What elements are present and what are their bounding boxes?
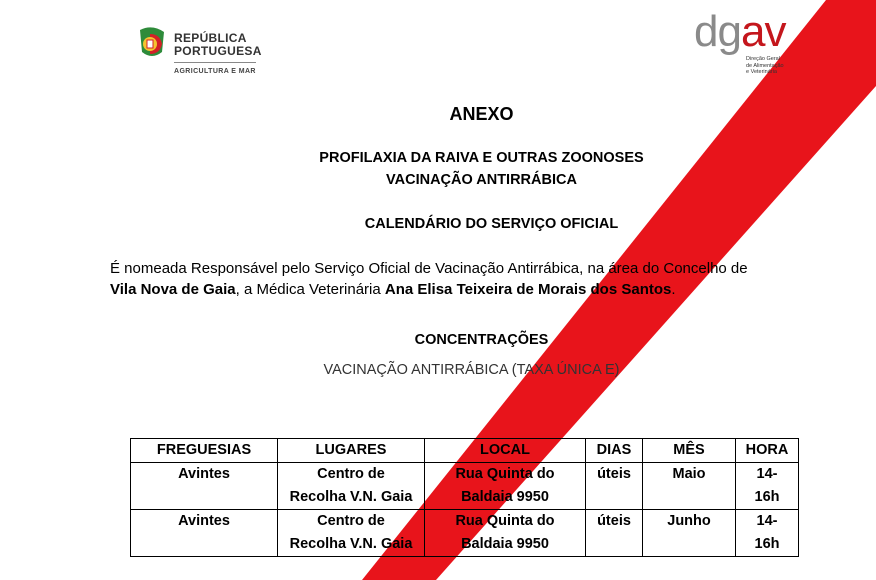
calendar-heading: CALENDÁRIO DO SERVIÇO OFICIAL — [364, 216, 619, 232]
logo-subtitle: AGRICULTURA E MAR — [174, 68, 256, 75]
header-mes: MÊS — [643, 439, 736, 463]
cell-dias: úteis — [586, 510, 643, 557]
cell-dias: úteis — [586, 463, 643, 510]
dgav-logo — [694, 7, 804, 90]
section-heading: CONCENTRAÇÕES — [414, 332, 549, 348]
cell-lugar: Centro de Recolha V.N. Gaia — [278, 463, 425, 510]
table-row — [131, 510, 799, 557]
cell-mes: Maio — [643, 463, 736, 510]
place-name: Vila Nova de Gaia — [110, 281, 236, 298]
logo-text-line2: PORTUGUESA — [174, 44, 262, 58]
cell-freguesia: Avintes — [131, 510, 278, 557]
header-hora: HORA — [736, 439, 799, 463]
dgav-wordmark: dgav — [694, 7, 786, 56]
cell-hora: 14- 16h — [736, 463, 799, 510]
paragraph-line1: É nomeada Responsável pelo Serviço Oficial de Vacinação Antirrábica, na área do Concelho de — [110, 260, 748, 277]
logo-divider — [174, 62, 256, 63]
document-title-line1: PROFILAXIA DA RAIVA E OUTRAS ZOONOSES — [319, 150, 644, 166]
table-row — [131, 463, 799, 510]
cell-local: Rua Quinta do Baldaia 9950 — [425, 463, 586, 510]
cell-mes: Junho — [643, 510, 736, 557]
republica-portuguesa-logo — [136, 24, 266, 84]
cell-hora: 14- 16h — [736, 510, 799, 557]
cell-freguesia: Avintes — [131, 463, 278, 510]
portugal-emblem-icon — [136, 26, 168, 60]
cell-local: Rua Quinta do Baldaia 9950 — [425, 510, 586, 557]
table-header-row — [131, 439, 799, 463]
cell-lugar: Centro de Recolha V.N. Gaia — [278, 510, 425, 557]
logo-text-line1: REPÚBLICA — [174, 31, 247, 45]
section-subheading: VACINAÇÃO ANTIRRÁBICA (TAXA ÚNICA E) — [323, 362, 620, 378]
dgav-subtitle: Direção Geral de Alimentação e Veterinária — [746, 56, 784, 75]
document-title-line2: VACINAÇÃO ANTIRRÁBICA — [386, 172, 577, 188]
veterinarian-name: Ana Elisa Teixeira de Morais dos Santos — [384, 281, 672, 298]
header-freguesias: FREGUESIAS — [131, 439, 278, 463]
header-dias: DIAS — [586, 439, 643, 463]
header-local: LOCAL — [425, 439, 586, 463]
paragraph-line2: Vila Nova de Gaia, a Médica Veterinária Ana Elisa Teixeira de Morais dos Santos. — [110, 281, 676, 298]
schedule-table — [130, 438, 799, 557]
header-lugares: LUGARES — [278, 439, 425, 463]
document-heading: ANEXO — [449, 104, 514, 124]
